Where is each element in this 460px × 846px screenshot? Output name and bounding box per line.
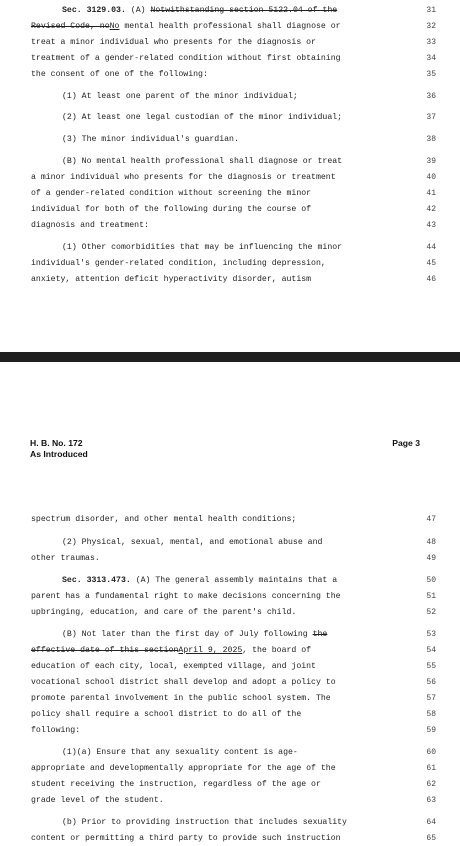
line-text xyxy=(31,552,100,566)
text-line xyxy=(0,257,460,271)
text-line xyxy=(0,90,460,104)
section-heading: Sec. 3313.473. xyxy=(62,576,131,585)
line-number: 55 xyxy=(426,662,436,671)
text-run: (3) The minor individual's guardian. xyxy=(62,135,239,144)
struck-text: Notwithstanding section 5122.04 of the xyxy=(150,6,338,15)
line-text xyxy=(31,36,316,50)
line-text xyxy=(31,187,311,201)
line-text xyxy=(31,219,149,233)
text-run: (B) No mental health professional shall diagnose or treat xyxy=(62,157,343,166)
line-number: 39 xyxy=(426,157,436,166)
text-run: anxiety, attention deficit hyperactivity disorder, autism xyxy=(31,275,312,284)
text-run: individual for both of the following during the course of xyxy=(31,205,312,214)
line-text xyxy=(31,257,326,271)
line-text xyxy=(62,628,327,642)
text-run: (b) Prior to providing instruction that includes sexuality xyxy=(62,818,347,827)
line-text xyxy=(62,4,337,18)
text-line xyxy=(0,203,460,217)
text-line xyxy=(0,778,460,792)
line-number: 65 xyxy=(426,834,436,843)
text-line xyxy=(0,574,460,588)
inserted-text: No xyxy=(109,22,120,31)
line-text xyxy=(62,574,337,588)
line-text xyxy=(62,133,239,147)
text-line xyxy=(0,111,460,125)
section-heading: Sec. 3129.03. xyxy=(62,6,126,15)
text-line xyxy=(0,832,460,846)
bill-number: H. B. No. 172 xyxy=(30,438,83,448)
document-page-top xyxy=(0,0,460,352)
line-text xyxy=(31,778,321,792)
line-number: 63 xyxy=(426,796,436,805)
line-text xyxy=(31,644,311,658)
line-number: 61 xyxy=(426,764,436,773)
text-line xyxy=(0,692,460,706)
line-number: 44 xyxy=(426,243,436,252)
text-run: vocational school district shall develop and adopt a policy to xyxy=(31,678,336,687)
line-text xyxy=(31,692,331,706)
text-run: education of each city, local, exempted village, and joint xyxy=(31,662,316,671)
line-number: 48 xyxy=(426,538,436,547)
line-number: 60 xyxy=(426,748,436,757)
page-number: Page 3 xyxy=(392,438,420,448)
text-line xyxy=(0,536,460,550)
text-line xyxy=(0,513,460,527)
struck-text: Revised Code, no xyxy=(31,22,110,31)
text-line xyxy=(0,52,460,66)
line-text xyxy=(62,155,342,169)
text-run: appropriate and developmentally appropriate for the age of the xyxy=(31,764,336,773)
line-number: 45 xyxy=(426,259,436,268)
text-run: (1) Other comorbidities that may be influencing the minor xyxy=(62,243,343,252)
line-number: 37 xyxy=(426,113,436,122)
text-run: treat a minor individual who presents for the diagnosis or xyxy=(31,38,316,47)
text-run: upbringing, education, and care of the parent's child. xyxy=(31,608,297,617)
line-number: 36 xyxy=(426,92,436,101)
text-run: (2) Physical, sexual, mental, and emotional abuse and xyxy=(62,538,323,547)
text-line xyxy=(0,36,460,50)
text-run: student receiving the instruction, regardless of the age or xyxy=(31,780,321,789)
line-number: 46 xyxy=(426,275,436,284)
text-run: , the board of xyxy=(242,646,312,655)
line-number: 40 xyxy=(426,173,436,182)
line-number: 53 xyxy=(426,630,436,639)
text-line xyxy=(0,724,460,738)
line-text xyxy=(31,203,311,217)
page-gap xyxy=(0,362,460,418)
line-text xyxy=(31,171,336,185)
line-number: 64 xyxy=(426,818,436,827)
line-number: 33 xyxy=(426,38,436,47)
line-number: 56 xyxy=(426,678,436,687)
line-number: 54 xyxy=(426,646,436,655)
text-run: content or permitting a third party to provide such instruction xyxy=(31,834,341,843)
line-text xyxy=(31,724,80,738)
line-number: 52 xyxy=(426,608,436,617)
line-text xyxy=(62,746,298,760)
text-run: individual's gender-related condition, including depression, xyxy=(31,259,326,268)
text-line xyxy=(0,68,460,82)
line-text xyxy=(31,660,316,674)
text-line xyxy=(0,155,460,169)
text-line xyxy=(0,762,460,776)
line-text xyxy=(62,536,322,550)
line-text xyxy=(31,20,341,34)
line-text xyxy=(31,832,341,846)
page-header-left xyxy=(30,438,88,460)
struck-text: effective date of this section xyxy=(31,646,179,655)
text-run: (2) At least one legal custodian of the minor individual; xyxy=(62,113,343,122)
line-number: 51 xyxy=(426,592,436,601)
line-number: 57 xyxy=(426,694,436,703)
line-number: 50 xyxy=(426,576,436,585)
text-run: treatment of a gender-related condition without first obtaining xyxy=(31,54,341,63)
line-text xyxy=(31,762,336,776)
text-run: (1) At least one parent of the minor individual; xyxy=(62,92,298,101)
text-run: following: xyxy=(31,726,81,735)
text-line xyxy=(0,660,460,674)
text-run: (A) xyxy=(125,6,151,15)
text-line xyxy=(0,241,460,255)
inserted-text: April 9, 2025 xyxy=(178,646,243,655)
line-text xyxy=(62,90,298,104)
text-run: (1)(a) Ensure that any sexuality content is age- xyxy=(62,748,298,757)
text-line xyxy=(0,20,460,34)
line-number: 62 xyxy=(426,780,436,789)
line-number: 41 xyxy=(426,189,436,198)
text-line xyxy=(0,552,460,566)
line-text xyxy=(62,816,347,830)
line-text xyxy=(31,273,311,287)
text-line xyxy=(0,590,460,604)
page-separator xyxy=(0,352,460,362)
text-line xyxy=(0,746,460,760)
text-run: the consent of one of the following: xyxy=(31,70,208,79)
text-run: of a gender-related condition without screening the minor xyxy=(31,189,312,198)
text-line xyxy=(0,187,460,201)
line-number: 42 xyxy=(426,205,436,214)
text-run: diagnosis and treatment: xyxy=(31,221,149,230)
text-run: grade level of the student. xyxy=(31,796,164,805)
text-line xyxy=(0,816,460,830)
text-run: (B) Not later than the first day of July following xyxy=(62,630,313,639)
text-run: parent has a fundamental right to make decisions concerning the xyxy=(31,592,341,601)
text-line xyxy=(0,794,460,808)
line-number: 59 xyxy=(426,726,436,735)
line-text xyxy=(31,513,296,527)
text-line xyxy=(0,676,460,690)
line-text xyxy=(31,606,296,620)
text-line xyxy=(0,606,460,620)
line-number: 31 xyxy=(426,6,436,15)
text-line xyxy=(0,171,460,185)
line-number: 43 xyxy=(426,221,436,230)
line-number: 49 xyxy=(426,554,436,563)
line-text xyxy=(31,794,164,808)
line-number: 47 xyxy=(426,515,436,524)
text-line xyxy=(0,219,460,233)
text-line xyxy=(0,4,460,18)
text-run: a minor individual who presents for the diagnosis or treatment xyxy=(31,173,336,182)
struck-text: the xyxy=(312,630,328,639)
text-run: spectrum disorder, and other mental health conditions; xyxy=(31,515,297,524)
text-run: promote parental involvement in the public school system. The xyxy=(31,694,331,703)
line-text xyxy=(31,676,336,690)
line-text xyxy=(31,708,301,722)
text-run: mental health professional shall diagnose or xyxy=(119,22,341,31)
line-text xyxy=(31,590,341,604)
text-line xyxy=(0,644,460,658)
text-line xyxy=(0,273,460,287)
text-run: (A) The general assembly maintains that a xyxy=(130,576,338,585)
text-line xyxy=(0,628,460,642)
text-run: other traumas. xyxy=(31,554,100,563)
line-number: 35 xyxy=(426,70,436,79)
line-text xyxy=(62,241,342,255)
document-page-bottom xyxy=(0,418,460,843)
line-number: 38 xyxy=(426,135,436,144)
line-text xyxy=(62,111,342,125)
line-number: 58 xyxy=(426,710,436,719)
bill-status: As Introduced xyxy=(30,449,88,459)
text-line xyxy=(0,133,460,147)
text-line xyxy=(0,708,460,722)
line-number: 34 xyxy=(426,54,436,63)
line-text xyxy=(31,52,341,66)
text-run: policy shall require a school district to do all of the xyxy=(31,710,302,719)
line-number: 32 xyxy=(426,22,436,31)
line-text xyxy=(31,68,208,82)
